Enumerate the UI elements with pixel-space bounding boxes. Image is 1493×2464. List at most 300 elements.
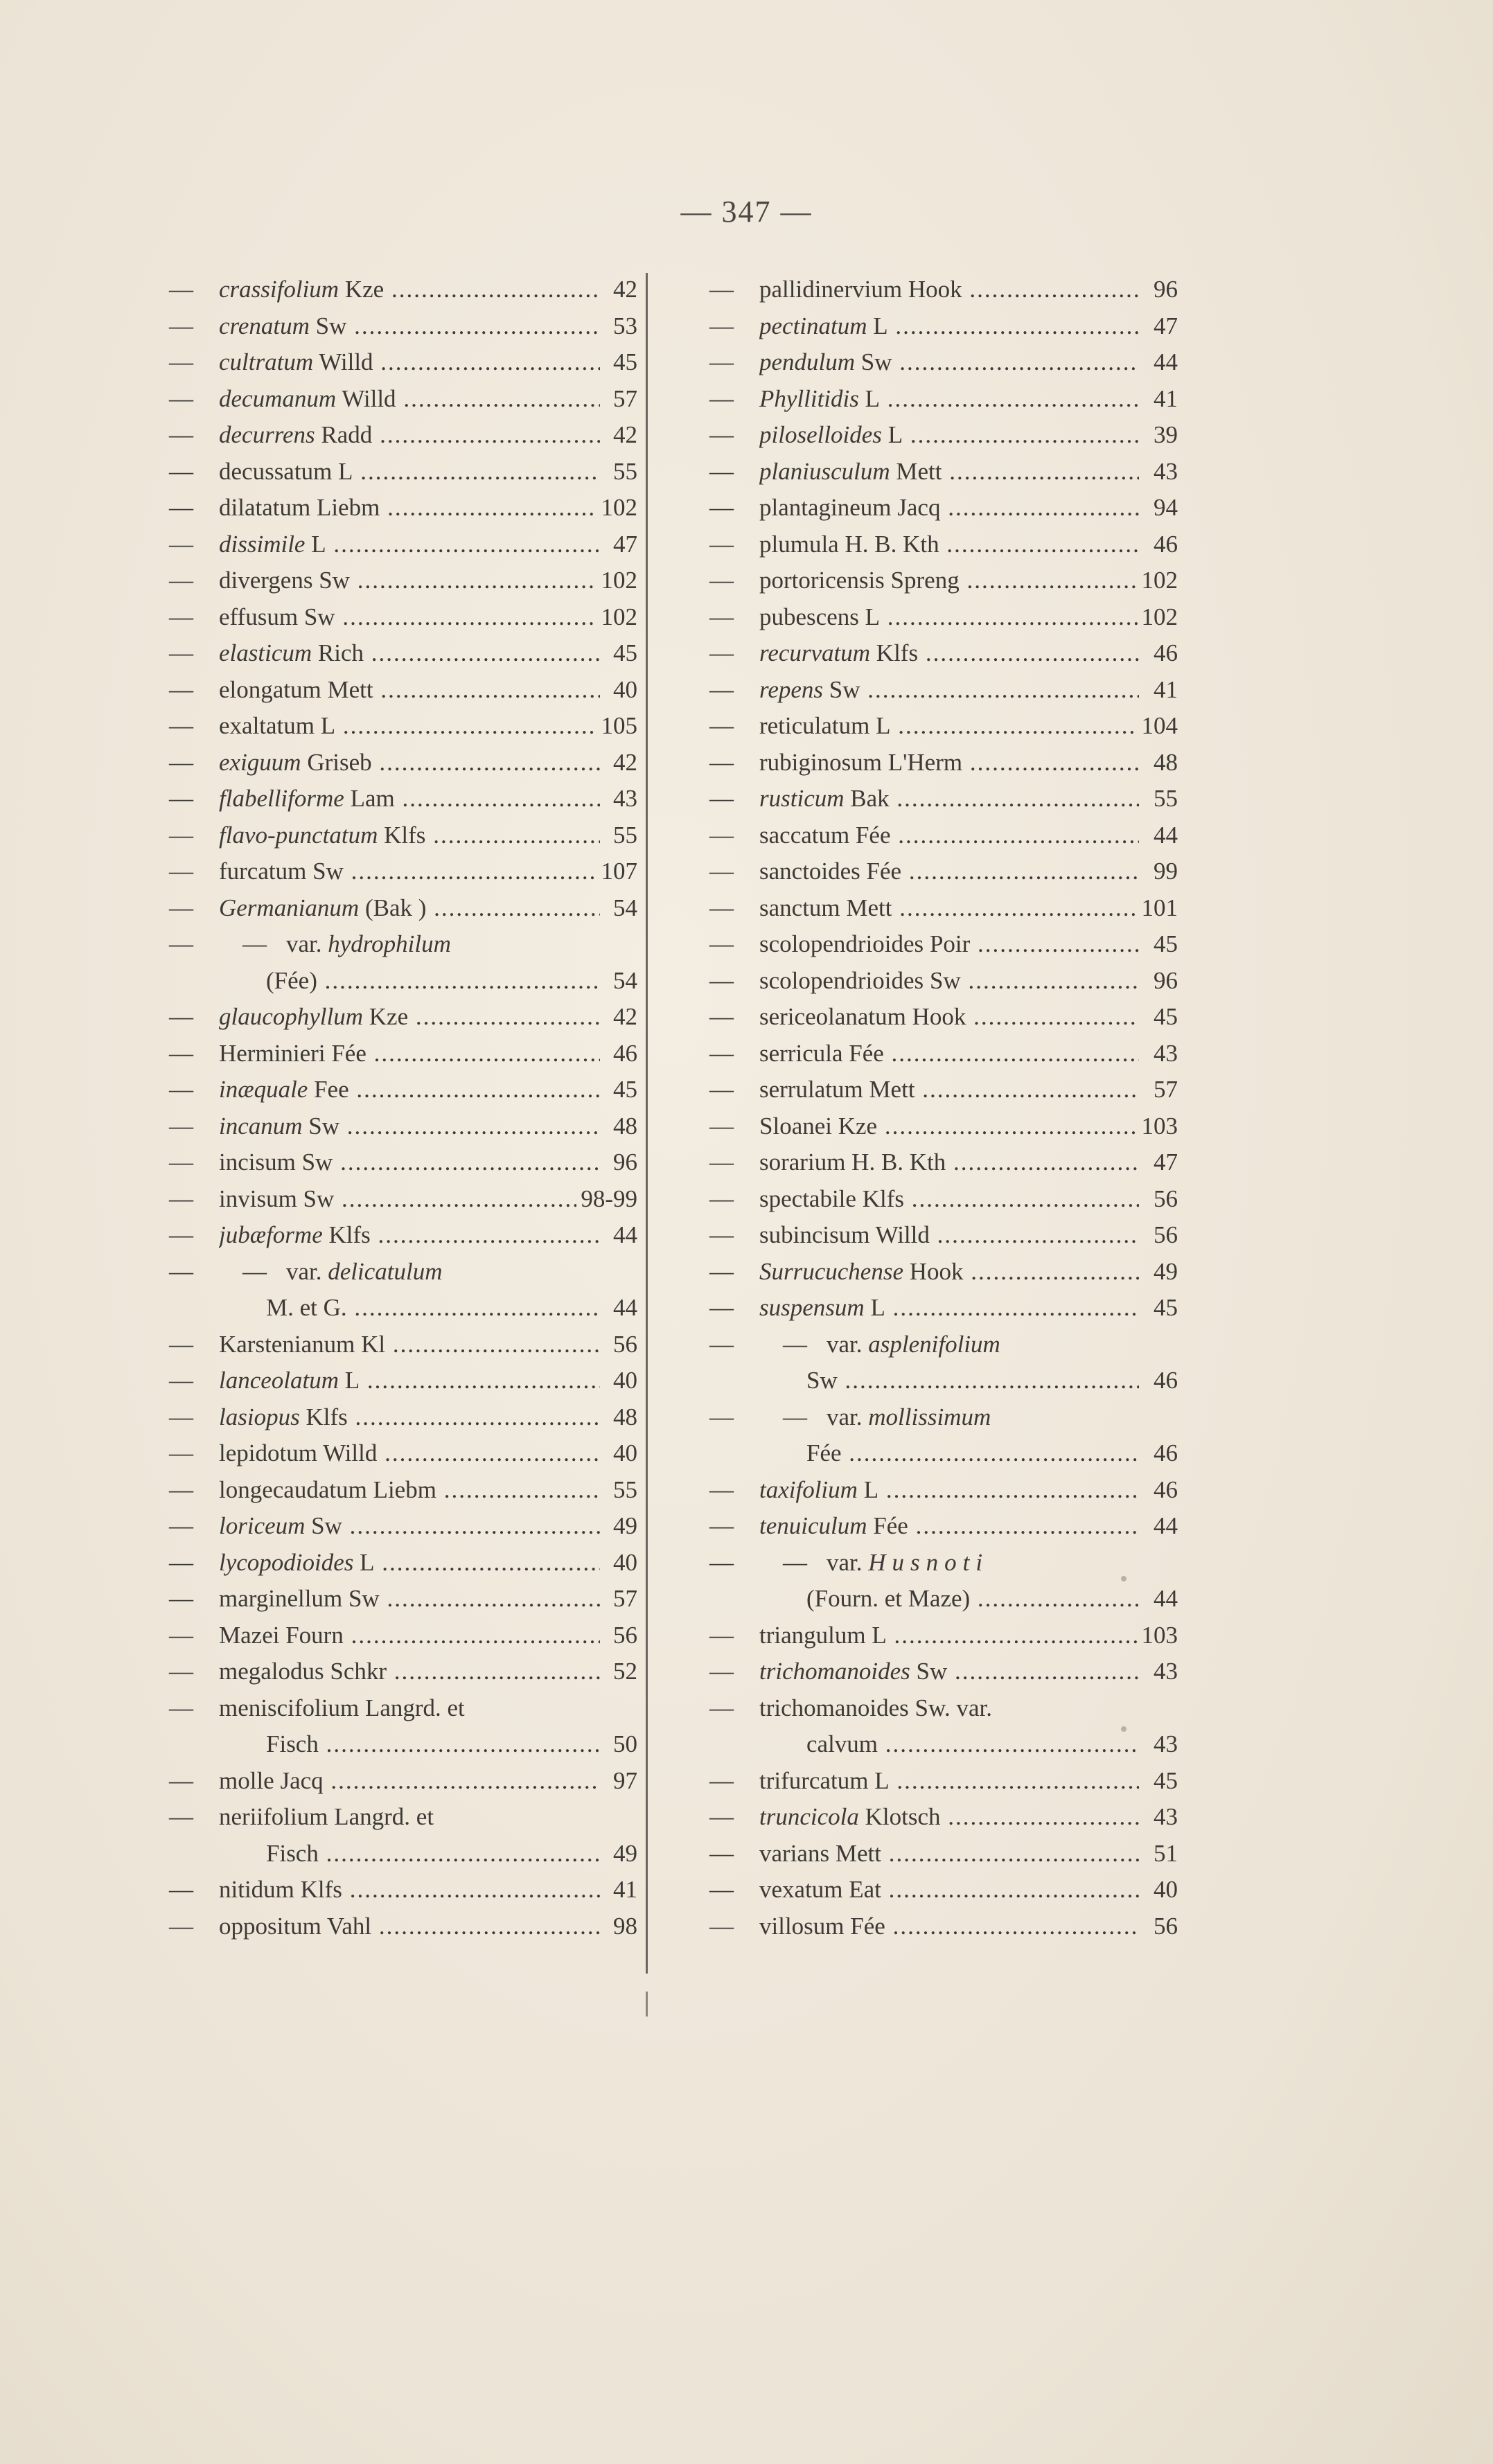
species-name: plantagineum (759, 494, 892, 521)
author-abbreviation: Kze (838, 1112, 878, 1140)
entry-dash: — (169, 1257, 193, 1285)
entry-dash: — (709, 384, 734, 412)
entry-dash: — (709, 1112, 734, 1140)
page-reference: 56 (1154, 1185, 1178, 1212)
index-entry (166, 1545, 637, 1581)
entry-text (759, 1144, 1139, 1181)
index-entry (166, 1072, 637, 1108)
page-reference: 103 (1141, 1112, 1178, 1140)
author-abbreviation: Fée (331, 1039, 366, 1067)
index-entry (166, 1872, 637, 1908)
author-abbreviation: Radd (321, 421, 373, 448)
entry-text (759, 1654, 1139, 1690)
species-name: dilatatum (219, 494, 311, 521)
author-abbreviation: Schkr (330, 1658, 387, 1685)
species-name: exaltatum (219, 712, 315, 739)
page-reference: 102 (1141, 567, 1178, 594)
entry-dash: — (709, 1185, 734, 1212)
page-reference: 55 (613, 457, 637, 485)
author-abbreviation: L'Herm (887, 748, 963, 776)
entry-dash: — (169, 312, 193, 339)
species-name: planiusculum (759, 457, 890, 485)
author-abbreviation: Klfs (876, 639, 919, 666)
index-entry (166, 1254, 637, 1291)
author-abbreviation: L (338, 457, 353, 485)
entry-text (219, 1726, 600, 1763)
entry-dash: — (169, 276, 193, 303)
author-abbreviation: hydrophilum (328, 930, 451, 957)
entry-text (219, 1217, 600, 1254)
species-name: Karstenianum (219, 1330, 355, 1358)
entry-dash: — (169, 1003, 193, 1030)
author-abbreviation: Rich (317, 639, 364, 666)
author-abbreviation: Sw (301, 1149, 333, 1176)
entry-dash: — (709, 1475, 734, 1503)
page-reference: 56 (1154, 1221, 1178, 1248)
index-entry (166, 1399, 637, 1436)
species-name: pectinatum (759, 312, 867, 339)
page-reference: 46 (1154, 1439, 1178, 1466)
entry-dash: — (709, 421, 734, 448)
species-name: sorarium (759, 1149, 846, 1176)
entry-text (219, 1036, 600, 1072)
index-entry (166, 1290, 637, 1327)
index-entry (707, 490, 1178, 526)
author-abbreviation: L (870, 1294, 885, 1321)
page-reference: 43 (613, 785, 637, 812)
author-abbreviation: Sw (829, 675, 860, 703)
entry-text (219, 1908, 600, 1945)
entry-text (219, 745, 600, 781)
page-reference: 48 (1154, 748, 1178, 776)
page-reference: 55 (1154, 785, 1178, 812)
author-abbreviation: Sw. var. (915, 1694, 993, 1721)
index-entry (707, 1290, 1178, 1327)
index-entry (166, 1327, 637, 1363)
author-abbreviation: mollissimum (868, 1403, 991, 1430)
species-name: lycopodioides (219, 1548, 354, 1576)
entry-text (759, 599, 1138, 636)
author-abbreviation: Klfs (384, 821, 426, 849)
index-entry (166, 1690, 637, 1727)
entry-text (219, 417, 600, 454)
entry-text (759, 1908, 1139, 1945)
index-entry (707, 1726, 1178, 1763)
page-reference: 107 (601, 858, 637, 885)
entry-text (219, 1836, 600, 1872)
species-name: subincisum (759, 1221, 870, 1248)
index-entry (166, 817, 637, 854)
author-abbreviation: Langrd. et (364, 1694, 465, 1721)
entry-text (759, 1690, 1139, 1727)
index-entry (707, 308, 1178, 345)
species-name: scolopendrioides (759, 930, 924, 957)
species-name: inæquale (219, 1076, 308, 1103)
page-reference: 42 (613, 1003, 637, 1030)
entry-dash: — (169, 1076, 193, 1103)
entry-text (219, 963, 600, 1000)
species-name: furcatum (219, 858, 307, 885)
entry-dash: — (169, 1766, 193, 1794)
entry-text (759, 1763, 1139, 1800)
species-name: spectabile (759, 1185, 856, 1212)
entry-dash: — (709, 1403, 734, 1430)
index-entry (707, 1108, 1178, 1145)
page-reference: 42 (613, 421, 637, 448)
page-reference: 46 (1154, 1475, 1178, 1503)
entry-text (219, 490, 597, 526)
index-entry (707, 1545, 1178, 1581)
species-name: incisum (219, 1149, 296, 1176)
author-abbreviation: Mett (327, 675, 373, 703)
species-name: reticulatum (759, 712, 870, 739)
paper-speck (1121, 1576, 1127, 1581)
page-reference: 50 (613, 1730, 637, 1757)
index-entry (166, 745, 637, 781)
entry-dash: — (169, 567, 193, 594)
entry-dash: — (169, 1803, 193, 1830)
page-reference: 49 (613, 1839, 637, 1867)
index-entry (707, 672, 1178, 709)
entry-dash: — (169, 603, 193, 630)
page-reference: 44 (613, 1221, 637, 1248)
author-abbreviation: Poir (929, 930, 971, 957)
species-name: trifurcatum (759, 1766, 869, 1794)
species-name: Fisch (266, 1839, 319, 1867)
index-entry (707, 1472, 1178, 1509)
entry-text (759, 708, 1138, 745)
author-abbreviation: L (863, 1475, 879, 1503)
species-name: Surrucuchense (759, 1257, 904, 1285)
index-entry (166, 1144, 637, 1181)
index-entry (166, 890, 637, 927)
author-abbreviation: Lam (350, 785, 395, 812)
author-abbreviation: Liebm (316, 494, 380, 521)
entry-text (219, 1617, 600, 1654)
page-reference: 44 (1154, 348, 1178, 375)
author-abbreviation: Mett (896, 457, 942, 485)
author-abbreviation: Sw (315, 312, 347, 339)
entry-dash: — (709, 312, 734, 339)
entry-text (759, 999, 1139, 1036)
species-name: sanctum (759, 894, 840, 921)
page-reference: 96 (1154, 276, 1178, 303)
page-reference: 57 (1154, 1076, 1178, 1103)
page-number: — 347 — (680, 195, 813, 229)
author-abbreviation: Jacq (897, 494, 941, 521)
index-entry (166, 1036, 637, 1072)
species-name: flabelliforme (219, 785, 344, 812)
species-name: scolopendrioides (759, 966, 924, 994)
entry-dash: — (169, 494, 193, 521)
page-reference: 40 (613, 675, 637, 703)
entry-dash: — (709, 1658, 734, 1685)
author-abbreviation: Sw (311, 1512, 342, 1539)
entry-dash: — (169, 348, 193, 375)
species-name: longecaudatum (219, 1475, 367, 1503)
entry-text (219, 781, 600, 817)
index-entry (166, 1799, 637, 1836)
species-name: decumanum (219, 384, 337, 412)
entry-text (759, 1435, 1139, 1472)
entry-dash: — (709, 1839, 734, 1867)
entry-text (759, 1327, 1139, 1363)
index-entry (707, 1399, 1178, 1436)
page-reference: 40 (613, 1439, 637, 1466)
entry-dash: — (709, 639, 734, 666)
index-entry (166, 963, 637, 1000)
species-name: sericeolanatum (759, 1003, 906, 1030)
entry-text (759, 381, 1139, 418)
index-entry (707, 1254, 1178, 1291)
species-name: pendulum (759, 348, 856, 375)
entry-text (759, 1581, 1139, 1617)
author-abbreviation: Sw (312, 858, 344, 885)
author-abbreviation: L (344, 1367, 360, 1394)
page-reference: 45 (1154, 930, 1178, 957)
page-reference: 56 (613, 1330, 637, 1358)
species-name: var. (286, 930, 322, 957)
species-name: tenuiculum (759, 1512, 867, 1539)
entry-text (759, 1217, 1139, 1254)
index-entry (707, 1508, 1178, 1545)
entry-text (759, 1399, 1139, 1436)
entry-text (219, 817, 600, 854)
author-abbreviation: Fée (850, 1912, 885, 1940)
species-name: Germanianum (219, 894, 360, 921)
entry-dash: — (709, 785, 734, 812)
index-entry (166, 1472, 637, 1509)
entry-dash: — (169, 894, 193, 921)
entry-text (759, 1836, 1139, 1872)
entry-sub-dash: — (783, 1403, 807, 1430)
species-name: Mazei (219, 1621, 280, 1649)
entry-dash: — (169, 1876, 193, 1903)
species-name: decurrens (219, 421, 315, 448)
entry-dash: — (709, 1912, 734, 1940)
entry-dash: — (169, 785, 193, 812)
author-abbreviation: L (311, 530, 326, 558)
entry-text (759, 745, 1139, 781)
entry-text (219, 1181, 576, 1218)
species-name: var. (827, 1403, 863, 1430)
entry-dash: — (709, 1766, 734, 1794)
author-abbreviation: Hook (908, 276, 962, 303)
entry-text (219, 1290, 600, 1327)
species-name: saccatum (759, 821, 850, 849)
entry-text (759, 1872, 1139, 1908)
author-abbreviation: L (360, 1548, 375, 1576)
entry-dash: — (169, 1912, 193, 1940)
index-entry (707, 708, 1178, 745)
page-reference: 41 (613, 1876, 637, 1903)
index-entry (707, 1072, 1178, 1108)
index-entry (707, 1217, 1178, 1254)
index-entry (707, 926, 1178, 963)
entry-sub-dash: — (783, 1330, 807, 1358)
author-abbreviation: Klfs (862, 1185, 904, 1212)
entry-sub-dash: — (242, 930, 267, 957)
author-abbreviation: Willd (323, 1439, 378, 1466)
page-reference: 105 (601, 712, 637, 739)
entry-dash: — (169, 1621, 193, 1649)
species-name: exiguum (219, 748, 301, 776)
author-abbreviation: (Bak ) (364, 894, 427, 921)
species-name: lasiopus (219, 1403, 300, 1430)
entry-text (759, 526, 1139, 563)
species-name: villosum (759, 1912, 845, 1940)
species-name: triangulum (759, 1621, 866, 1649)
index-entry (166, 599, 637, 636)
entry-text (219, 1254, 600, 1291)
index-entry (707, 344, 1178, 381)
index-entry (166, 272, 637, 308)
entry-text (219, 853, 597, 890)
species-name: loriceum (219, 1512, 306, 1539)
species-name: incanum (219, 1112, 303, 1140)
species-name: trichomanoides (759, 1694, 909, 1721)
species-name: trichomanoides (759, 1658, 910, 1685)
index-entry (707, 1654, 1178, 1690)
index-entry (707, 1617, 1178, 1654)
entry-dash: — (169, 858, 193, 885)
page-reference: 43 (1154, 1803, 1178, 1830)
index-entry (166, 381, 637, 418)
entry-text (219, 1508, 600, 1545)
species-name: Sloanei (759, 1112, 832, 1140)
author-abbreviation: Fée (855, 821, 891, 849)
entry-dash: — (169, 1367, 193, 1394)
author-abbreviation: Klotsch (865, 1803, 941, 1830)
index-entry (166, 1435, 637, 1472)
entry-dash: — (709, 494, 734, 521)
index-entry (707, 1327, 1178, 1363)
index-entry (166, 344, 637, 381)
entry-text (759, 344, 1139, 381)
entry-text (219, 526, 600, 563)
species-name: crenatum (219, 312, 310, 339)
entry-dash: — (169, 1149, 193, 1176)
author-abbreviation: Fée (866, 858, 902, 885)
author-abbreviation: Sw (303, 603, 335, 630)
index-entry (166, 1908, 637, 1945)
author-abbreviation: H. B. Kth (851, 1149, 946, 1176)
entry-text (759, 1472, 1139, 1509)
index-entry (707, 454, 1178, 490)
entry-text (759, 781, 1139, 817)
author-abbreviation: Fourn (285, 1621, 344, 1649)
entry-dash: — (709, 348, 734, 375)
species-name: neriifolium (219, 1803, 328, 1830)
index-entry (166, 562, 637, 599)
index-entry (166, 781, 637, 817)
entry-dash: — (709, 1694, 734, 1721)
index-entry (707, 1144, 1178, 1181)
entry-text (759, 817, 1139, 854)
page-reference: 42 (613, 748, 637, 776)
index-entry (707, 526, 1178, 563)
author-abbreviation: Jacq (280, 1766, 324, 1794)
entry-dash: — (169, 1512, 193, 1539)
entry-text (759, 308, 1139, 345)
entry-dash: — (709, 1076, 734, 1103)
entry-text (219, 1363, 600, 1399)
entry-dash: — (169, 675, 193, 703)
entry-dash: — (169, 748, 193, 776)
index-entry (166, 526, 637, 563)
entry-dash: — (709, 748, 734, 776)
author-abbreviation: Klfs (328, 1221, 371, 1248)
entry-text (219, 672, 600, 709)
species-name: elasticum (219, 639, 312, 666)
entry-text (219, 1327, 600, 1363)
entry-dash: — (709, 530, 734, 558)
entry-text (219, 1799, 600, 1836)
index-entry (166, 1581, 637, 1617)
author-abbreviation: Sw (348, 1585, 380, 1612)
species-name: (Fourn. et Maze) (806, 1585, 971, 1612)
species-name: lepidotum (219, 1439, 317, 1466)
author-abbreviation: Kze (344, 276, 385, 303)
page-reference: 45 (613, 348, 637, 375)
author-abbreviation: Sw (860, 348, 892, 375)
page-reference: 44 (1154, 821, 1178, 849)
page-reference: 57 (613, 384, 637, 412)
species-name: rubiginosum (759, 748, 882, 776)
species-name: repens (759, 675, 824, 703)
species-name: glaucophyllum (219, 1003, 364, 1030)
page-reference: 102 (601, 494, 637, 521)
author-abbreviation: Mett (846, 894, 892, 921)
entry-text (219, 562, 597, 599)
species-name: effusum (219, 603, 299, 630)
index-entry (166, 1508, 637, 1545)
entry-text (759, 1290, 1139, 1327)
entry-dash: — (709, 858, 734, 885)
entry-text (219, 381, 600, 418)
species-name: var. (827, 1330, 863, 1358)
entry-text (219, 1144, 600, 1181)
page-reference: 45 (1154, 1766, 1178, 1794)
entry-text (219, 1108, 600, 1145)
index-entry (707, 562, 1178, 599)
page-reference: 43 (1154, 1658, 1178, 1685)
entry-dash: — (709, 457, 734, 485)
species-name: lanceolatum (219, 1367, 339, 1394)
entry-text (219, 1690, 600, 1727)
author-abbreviation: Willd (875, 1221, 930, 1248)
author-abbreviation: Langrd. et (334, 1803, 434, 1830)
species-name: truncicola (759, 1803, 859, 1830)
species-name: invisum (219, 1185, 297, 1212)
page-reference: 47 (613, 530, 637, 558)
page-reference: 53 (613, 312, 637, 339)
entry-text (759, 1108, 1138, 1145)
page-reference: 41 (1154, 384, 1178, 412)
column-divider-tail (646, 1992, 648, 2017)
index-entry (166, 1363, 637, 1399)
page-reference: 102 (601, 567, 637, 594)
author-abbreviation: Fée (873, 1512, 908, 1539)
entry-dash: — (709, 1803, 734, 1830)
index-entry (707, 635, 1178, 672)
species-name: serricula (759, 1039, 843, 1067)
entry-text (219, 1763, 600, 1800)
author-abbreviation: Sw (916, 1658, 948, 1685)
entry-dash: — (169, 930, 193, 957)
species-name: Fée (806, 1439, 842, 1466)
author-abbreviation: Vahl (326, 1912, 372, 1940)
